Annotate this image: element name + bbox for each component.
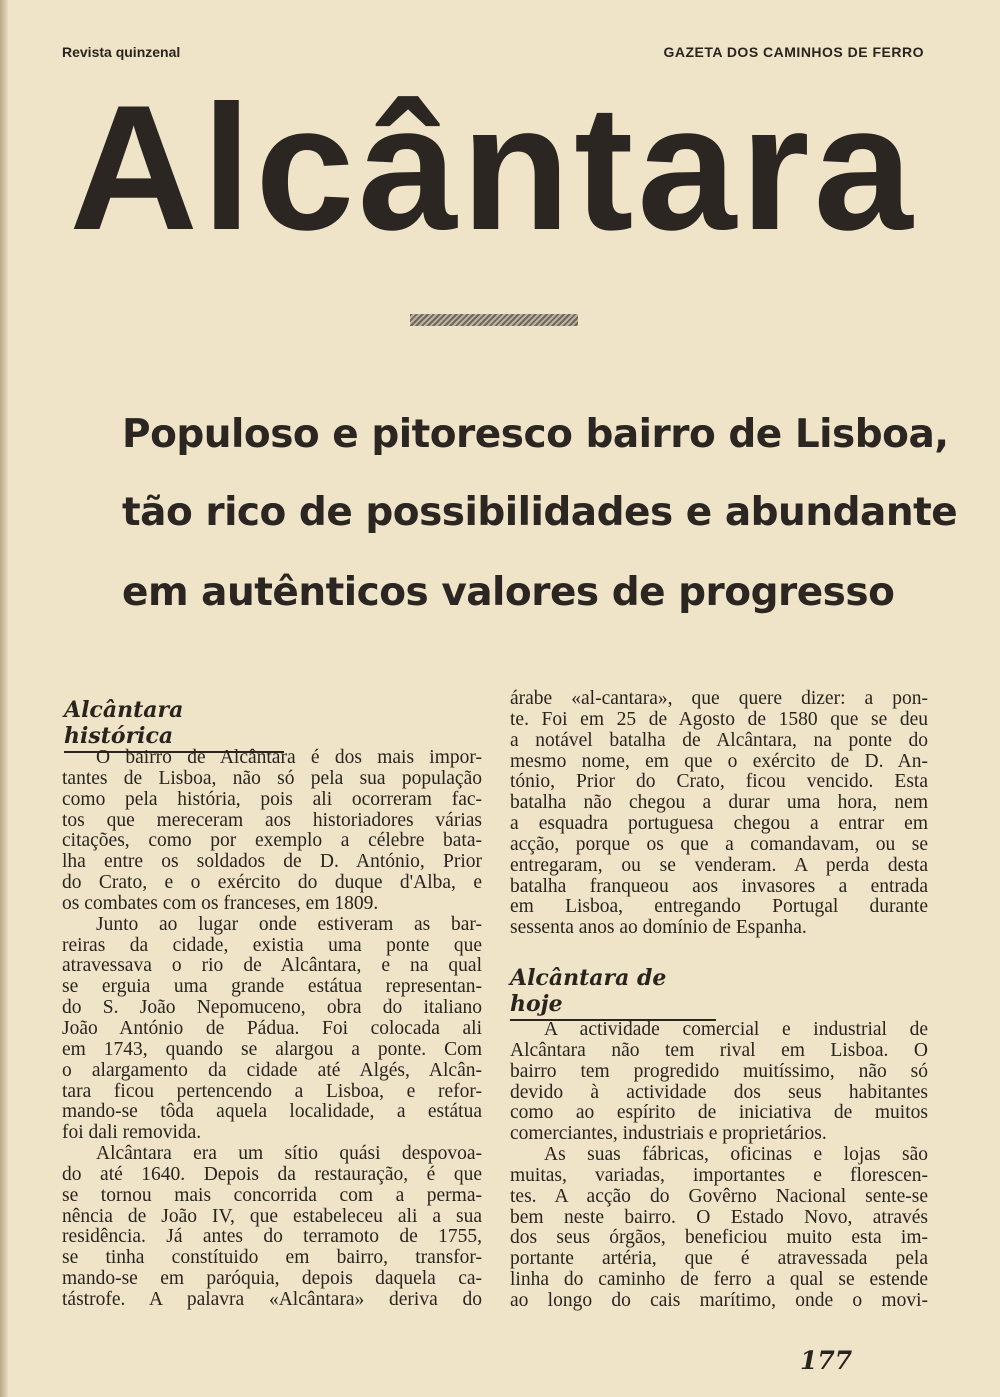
- article-title: Alcântara: [69, 68, 917, 267]
- text-line: tantes de Lisboa, não só pela sua população: [62, 768, 482, 789]
- text-line: linha do caminho de ferro a qual se estende: [510, 1270, 928, 1291]
- text-line: árabe «al-cantara», que quere dizer: a pon-: [510, 689, 928, 709]
- text-line: ao longo do cais marítimo, onde o movi-: [510, 1290, 928, 1311]
- text-line: atravessava o rio de Alcântara, e na qual: [62, 956, 482, 977]
- text-line: Alcântara era um sítio quási despovoa-: [96, 1144, 482, 1165]
- text-line: a notável batalha de Alcântara, na ponte do: [510, 730, 928, 751]
- text-line: entregaram, ou se venderam. A perda desta: [510, 855, 928, 876]
- text-line: tara ficou pertencendo a Lisboa, e refor-: [62, 1081, 482, 1102]
- left-column: [62, 748, 482, 1311]
- text-line: comerciantes, industriais e proprietários.: [510, 1124, 827, 1145]
- page-edge: [0, 0, 8, 1397]
- section-heading: Alcântara de hoje: [510, 965, 716, 1021]
- text-line: reiras da cidade, existia uma ponte que: [62, 935, 482, 956]
- text-line: os combates com os franceses, em 1809.: [62, 893, 379, 914]
- text-line: citações, como por exemplo a célebre bata-: [62, 831, 482, 852]
- text-line: do até 1640. Depois da restauração, é que: [62, 1164, 482, 1185]
- text-line: te. Foi em 25 de Agosto de 1580 que se deu: [510, 709, 928, 730]
- section-heading: Alcântara histórica: [64, 697, 284, 753]
- text-line: a esquadra portuguesa chegou a entrar em: [510, 814, 928, 835]
- page-number: 177: [800, 1346, 853, 1375]
- text-line: tes. A acção do Govêrno Nacional sente-se: [510, 1186, 928, 1207]
- text-line: em 1743, quando se alargou a ponte. Com: [62, 1039, 482, 1060]
- text-line: mesmo nome, em que o exército de D. An-: [510, 751, 928, 772]
- text-line: dos seus órgãos, beneficiou muito esta im-: [510, 1228, 928, 1249]
- text-line: Junto ao lugar onde estiveram as bar-: [96, 914, 482, 935]
- text-line: batalha franqueou aos invasores a entrada: [510, 876, 928, 897]
- text-line: foi dali removida.: [62, 1123, 202, 1144]
- subtitle-line: em autênticos valores de progresso: [122, 570, 895, 615]
- text-line: se tornou mais concorrida com a perma-: [62, 1185, 482, 1206]
- text-line: se erguia uma grande estátua representan-: [62, 977, 482, 998]
- text-line: muitas, variadas, importantes e florescen-: [510, 1165, 928, 1186]
- text-line: lha entre os soldados de D. António, Prior: [62, 852, 482, 873]
- text-line: o alargamento da cidade até Algés, Alcân-: [62, 1060, 482, 1081]
- text-line: devido à actividade dos seus habitantes: [510, 1082, 928, 1103]
- text-line: mando-se tôda aquela localidade, a estátua: [62, 1102, 482, 1123]
- subtitle-line: Populoso e pitoresco bairro de Lisboa,: [122, 412, 949, 457]
- text-line: do Crato, e o exército do duque d'Alba, e: [62, 873, 482, 894]
- text-line: nência de João IV, que estabeleceu ali a sua: [62, 1206, 482, 1227]
- text-line: residência. Já antes do terramoto de 1755,: [62, 1227, 482, 1248]
- text-line: João António de Pádua. Foi colocada ali: [62, 1018, 482, 1039]
- text-line: como pela história, pois ali ocorreram fac-: [62, 789, 482, 810]
- header-right: GAZETA DOS CAMINHOS DE FERRO: [663, 44, 924, 60]
- text-line: A actividade comercial e industrial de: [544, 1020, 928, 1040]
- text-line: bairro tem progredido muitíssimo, não só: [510, 1061, 928, 1082]
- text-line: tónio, Prior do Crato, ficou vencido. Esta: [510, 772, 928, 793]
- text-line: portante artéria, que é atravessada pela: [510, 1249, 928, 1270]
- text-line: batalha não chegou a durar uma hora, nem: [510, 793, 928, 814]
- decorative-rule: [410, 314, 578, 326]
- header-left: Revista quinzenal: [62, 44, 181, 60]
- text-line: se tinha constítuido em bairro, transfor-: [62, 1248, 482, 1269]
- text-line: bem neste bairro. O Estado Novo, através: [510, 1207, 928, 1228]
- text-line: do S. João Nepomuceno, obra do italiano: [62, 998, 482, 1019]
- subtitle-line: tão rico de possibilidades e abundante: [122, 490, 958, 535]
- text-line: mando-se em paróquia, depois daquela ca-: [62, 1269, 482, 1290]
- right-column-bottom: [510, 1020, 928, 1312]
- text-line: sessenta anos ao domínio de Espanha.: [510, 918, 807, 939]
- text-line: tástrofe. A palavra «Alcântara» deriva do: [62, 1289, 482, 1310]
- text-line: Alcântara não tem rival em Lisboa. O: [510, 1040, 928, 1061]
- text-line: O bairro de Alcântara é dos mais impor-: [96, 748, 482, 768]
- text-line: As suas fábricas, oficinas e lojas são: [544, 1145, 928, 1166]
- right-column-top: [510, 689, 928, 939]
- text-line: acção, porque os que a comandavam, ou se: [510, 834, 928, 855]
- text-line: em Lisboa, entregando Portugal durante: [510, 897, 928, 918]
- text-line: tos que mereceram aos historiadores várias: [62, 810, 482, 831]
- text-line: como ao espírito de iniciativa de muitos: [510, 1103, 928, 1124]
